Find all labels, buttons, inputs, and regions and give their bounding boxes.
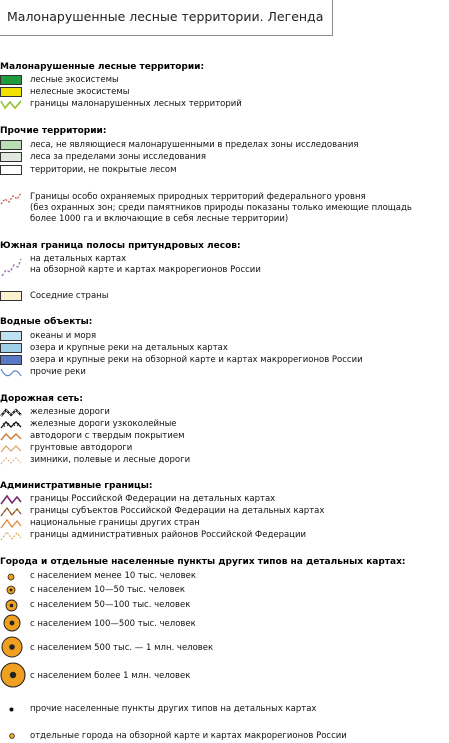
roads-dirt-label: грунтовые автодороги	[30, 443, 133, 453]
legend-title: Малонарушенные лесные территории. Легенда	[7, 9, 324, 24]
water-seas-label: океаны и моря	[30, 331, 97, 341]
protected-text	[30, 192, 412, 225]
city-50-100k-label: с населением 50—100 тыс. человек	[30, 600, 191, 610]
nonifl-forest-swatch	[0, 140, 22, 150]
overview-lakes-swatch	[0, 355, 22, 365]
water-detail-lakes-label: озера и крупные реки на детальных картах	[30, 343, 228, 353]
roads-winter-label: зимники, полевые и лесные дороги	[30, 455, 191, 465]
city-over-1m-label: с населением более 1 млн. человек	[30, 671, 191, 681]
railway-symbol	[0, 407, 22, 418]
roads-paved-label: автодороги с твердым покрытием	[30, 431, 185, 441]
nonforest-land-swatch	[0, 165, 22, 175]
borders-districts-label: границы административных районов Российской Федерации	[30, 530, 307, 540]
borders-subjects-label: границы субъектов Российской Федерации на детальных картах	[30, 506, 325, 516]
city-500k-1m-row	[0, 636, 449, 660]
dirt-road-symbol	[0, 443, 22, 454]
tundra-heading: Южная граница полосы притундровых лесов:	[0, 241, 241, 251]
protected-line-3: более 1000 га и включающие в себя лесные территории)	[30, 214, 289, 224]
subject-border-symbol	[0, 506, 22, 517]
tundra-boundary-symbol	[0, 254, 22, 278]
protected-line-2: (без охранных зон; среди памятников природы показаны только имеющие площадь	[30, 203, 412, 213]
detail-lakes-swatch	[0, 343, 22, 353]
other-points-label: прочие населенные пункты других типов на детальных картах	[30, 704, 317, 714]
winter-road-symbol	[0, 455, 22, 466]
city-10-50k-row	[0, 583, 449, 597]
city-under-10k-row	[0, 571, 449, 583]
neighbors-swatch	[0, 291, 22, 301]
protected-boundary-symbol	[0, 192, 22, 203]
ifl-forest-label: лесные экосистемы	[30, 75, 119, 85]
tundra-overview-label: на обзорной карте и картах макрорегионов России	[30, 265, 261, 275]
city-500k-1m-marker	[1, 636, 23, 658]
outside-forest-swatch	[0, 152, 22, 162]
roads-heading: Дорожная сеть:	[0, 394, 83, 404]
overview-cities-row	[0, 731, 449, 743]
water-heading: Водные объекты:	[0, 317, 93, 327]
city-100-500k-label: с населением 100—500 тыс. человек	[30, 619, 196, 629]
settlement-point-marker	[9, 707, 14, 712]
city-under-10k-label: с населением менее 10 тыс. человек	[30, 571, 197, 581]
other-points-row	[0, 704, 449, 716]
city-over-1m-row	[0, 662, 449, 690]
national-border-symbol	[0, 518, 22, 529]
borders-national-label: национальные границы других стран	[30, 518, 200, 528]
city-10-50k-marker	[6, 585, 16, 595]
seas-swatch	[0, 331, 22, 341]
ifl-boundary-label: границы малонарушенных лесных территорий	[30, 99, 242, 109]
legend-title-box	[0, 0, 333, 36]
tundra-text	[30, 254, 261, 276]
river-symbol	[0, 367, 22, 378]
overview-cities-label: отдельные города на обзорной карте и картах макрорегионов России	[30, 731, 347, 741]
other-outside-label: леса за пределами зоны исследования	[30, 152, 206, 162]
other-nonifl-label: леса, не являющиеся малонарушенными в пределах зоны исследования	[30, 140, 359, 150]
city-500k-1m-label: с населением 500 тыс. — 1 млн. человек	[30, 643, 214, 653]
neighbors-label: Соседние страны	[30, 291, 109, 301]
roads-narrow-rail-label: железные дороги узкоколейные	[30, 419, 177, 429]
city-under-10k-marker	[7, 573, 15, 581]
narrow-railway-symbol	[0, 419, 22, 430]
ifl-boundary-symbol	[0, 99, 22, 110]
ifl-heading: Малонарушенные лесные территории:	[0, 62, 205, 72]
borders-rf-label: границы Российской Федерации на детальных картах	[30, 494, 276, 504]
forest-swatch	[0, 75, 22, 85]
protected-line-1: Границы особо охраняемых природных территорий федерального уровня	[30, 192, 366, 202]
cities-heading: Города и отдельные населенные пункты других типов на детальных картах:	[0, 557, 406, 567]
other-nonforest-label: территории, не покрытые лесом	[30, 165, 177, 175]
city-50-100k-marker	[5, 599, 18, 612]
city-100-500k-marker	[3, 614, 21, 632]
city-50-100k-row	[0, 597, 449, 613]
overview-city-marker	[9, 733, 15, 739]
rf-border-symbol	[0, 494, 22, 505]
district-border-symbol	[0, 530, 22, 541]
water-rivers-label: прочие реки	[30, 367, 86, 377]
other-heading: Прочие территории:	[0, 126, 107, 136]
city-10-50k-label: с населением 10—50 тыс. человек	[30, 585, 185, 595]
borders-heading: Административные границы:	[0, 481, 153, 491]
city-100-500k-row	[0, 614, 449, 634]
water-overview-lakes-label: озера и крупные реки на обзорной карте и картах макрорегионов России	[30, 355, 363, 365]
city-over-1m-marker	[0, 662, 26, 688]
nonforest-swatch	[0, 87, 22, 97]
tundra-detail-label: на детальных картах	[30, 254, 127, 264]
roads-rail-label: железные дороги	[30, 407, 110, 417]
ifl-nonforest-label: нелесные экосистемы	[30, 87, 130, 97]
paved-road-symbol	[0, 431, 22, 442]
